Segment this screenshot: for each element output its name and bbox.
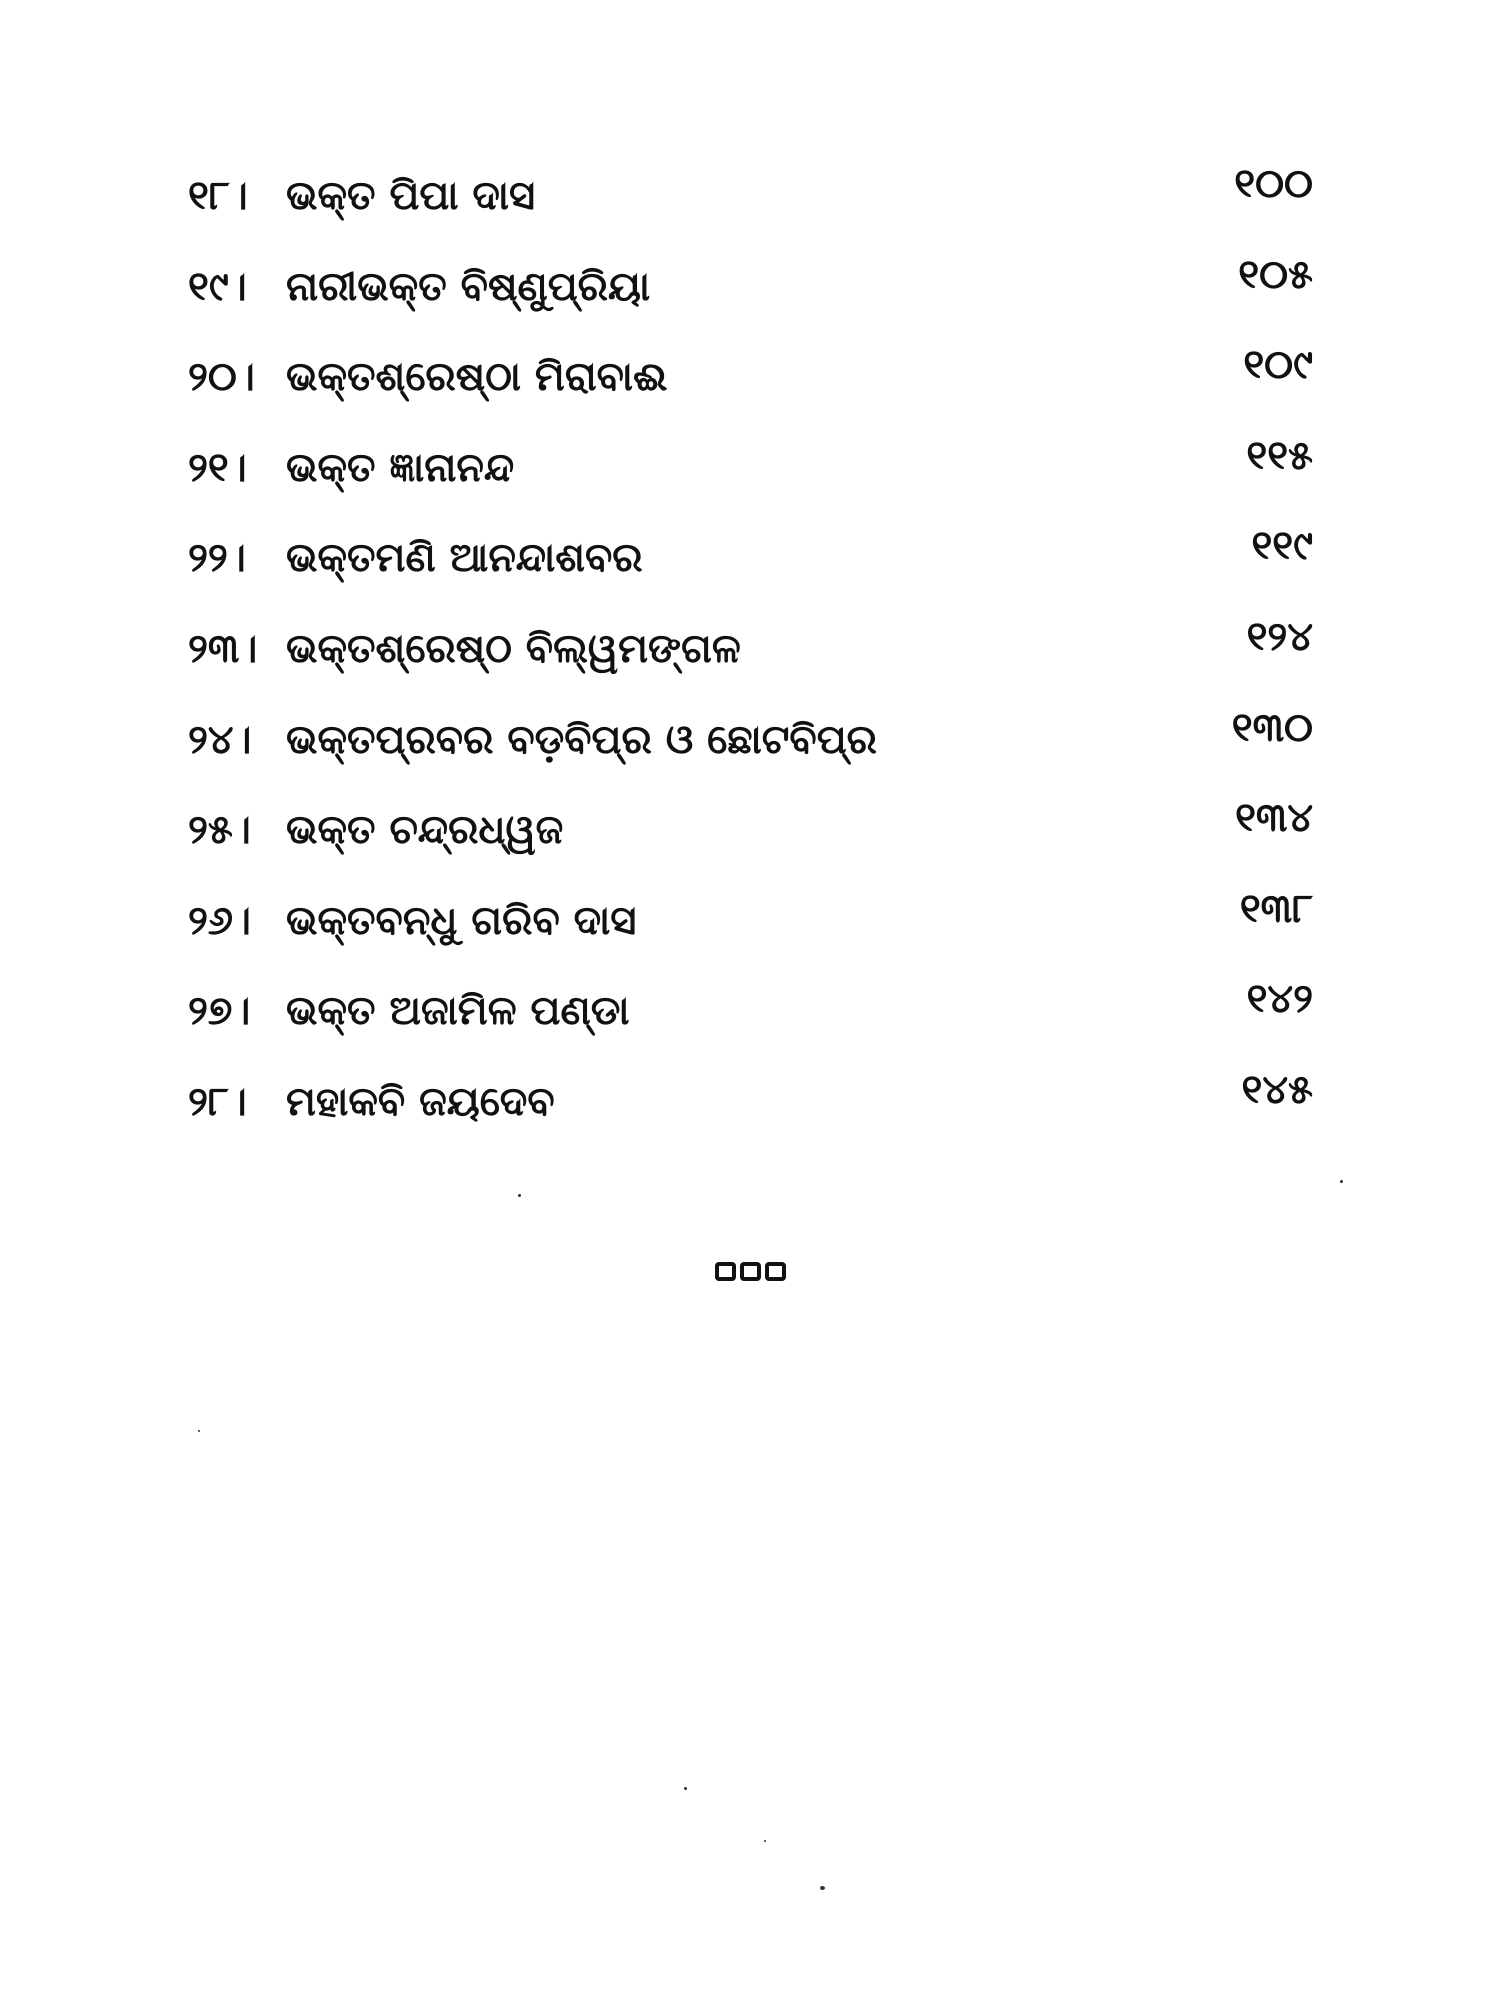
toc-entry-title: ଭକ୍ତଶ୍ରେଷ୍ଠ ବିଲ୍ୱମଙ୍ଗଳ <box>286 625 741 672</box>
square-ornament-icon <box>765 1262 786 1281</box>
toc-entry-number: ୨୪। <box>188 716 252 763</box>
toc-entry-number: ୨୭। <box>188 988 251 1035</box>
toc-entry-title: ନାରୀଭକ୍ତ ବିଷ୍ଣୁପ୍ରିୟା <box>286 263 651 310</box>
toc-entry-page: ୧୦୦ <box>1234 161 1313 207</box>
toc-entry-number: ୧୮। <box>188 173 248 219</box>
toc-entry-number: ୨୧। <box>188 444 247 491</box>
toc-entry <box>188 794 1313 885</box>
toc-entry-number: ୨୮। <box>188 1078 247 1125</box>
toc-entry-page: ୧୩୮ <box>1239 885 1313 932</box>
toc-entry-page: ୧୦୯ <box>1243 342 1313 389</box>
toc-entry <box>188 522 1313 613</box>
end-ornament-icon <box>715 1262 786 1281</box>
scan-speck <box>1340 1180 1343 1183</box>
toc-entry <box>188 975 1313 1066</box>
toc-entry-number: ୧୯। <box>188 263 247 310</box>
toc-entry-title: ଭକ୍ତପ୍ରବର ବଡ଼ବିପ୍ର ଓ ଛୋଟବିପ୍ର <box>286 716 877 763</box>
toc-entry-page: ୧୩୦ <box>1231 704 1313 751</box>
toc-entry-page: ୧୪୨ <box>1246 976 1313 1023</box>
toc-entry <box>188 1066 1313 1157</box>
scan-speck <box>198 1430 200 1432</box>
toc-entry <box>188 251 1313 342</box>
toc-entry <box>188 160 1313 251</box>
toc-entry <box>188 432 1313 523</box>
toc-entry-number: ୨୨। <box>188 535 246 582</box>
toc-entry-number: ୨୩। <box>188 625 258 672</box>
toc-entry-page: ୧୧୯ <box>1251 523 1313 570</box>
toc-entry-title: ଭକ୍ତ ପିପା ଦାସ <box>286 173 536 219</box>
scan-speck <box>764 1840 766 1842</box>
toc-entry <box>188 704 1313 795</box>
toc-entry-number: ୨୫। <box>188 807 251 854</box>
toc-entry <box>188 885 1313 976</box>
toc-entry-page: ୧୦୫ <box>1238 251 1313 298</box>
toc-entry-title: ଭକ୍ତମଣି ଆନନ୍ଦାଶବର <box>286 535 643 582</box>
square-ornament-icon <box>715 1262 736 1281</box>
toc-entry <box>188 613 1313 704</box>
table-of-contents <box>188 160 1313 1157</box>
toc-entry-title: ଭକ୍ତଶ୍ରେଷ୍ଠା ମିରାବାଈ <box>286 354 668 401</box>
scan-speck <box>684 1787 687 1790</box>
toc-entry-title: ଭକ୍ତବନ୍ଧୁ ଗରିବ ଦାସ <box>286 897 637 944</box>
toc-entry-title: ମହାକବି ଜୟଦେବ <box>286 1078 555 1125</box>
toc-entry-title: ଭକ୍ତ ଅଜାମିଳ ପଣ୍ଡା <box>286 988 630 1035</box>
toc-entry-page: ୧୩୪ <box>1235 795 1313 842</box>
toc-entry-number: ୨୬। <box>188 897 252 944</box>
toc-entry-page: ୧୪୫ <box>1241 1066 1313 1113</box>
toc-entry-page: ୧୨୪ <box>1246 613 1313 660</box>
square-ornament-icon <box>740 1262 761 1281</box>
toc-entry-title: ଭକ୍ତ ଜ୍ଞାନାନନ୍ଦ <box>286 444 515 491</box>
toc-entry <box>188 341 1313 432</box>
toc-entry-page: ୧୧୫ <box>1246 432 1313 479</box>
scan-speck <box>518 1194 521 1197</box>
scan-speck <box>820 1886 825 1890</box>
toc-entry-number: ୨୦। <box>188 354 255 401</box>
toc-entry-title: ଭକ୍ତ ଚନ୍ଦ୍ରଧ୍ୱଜ <box>286 807 564 854</box>
